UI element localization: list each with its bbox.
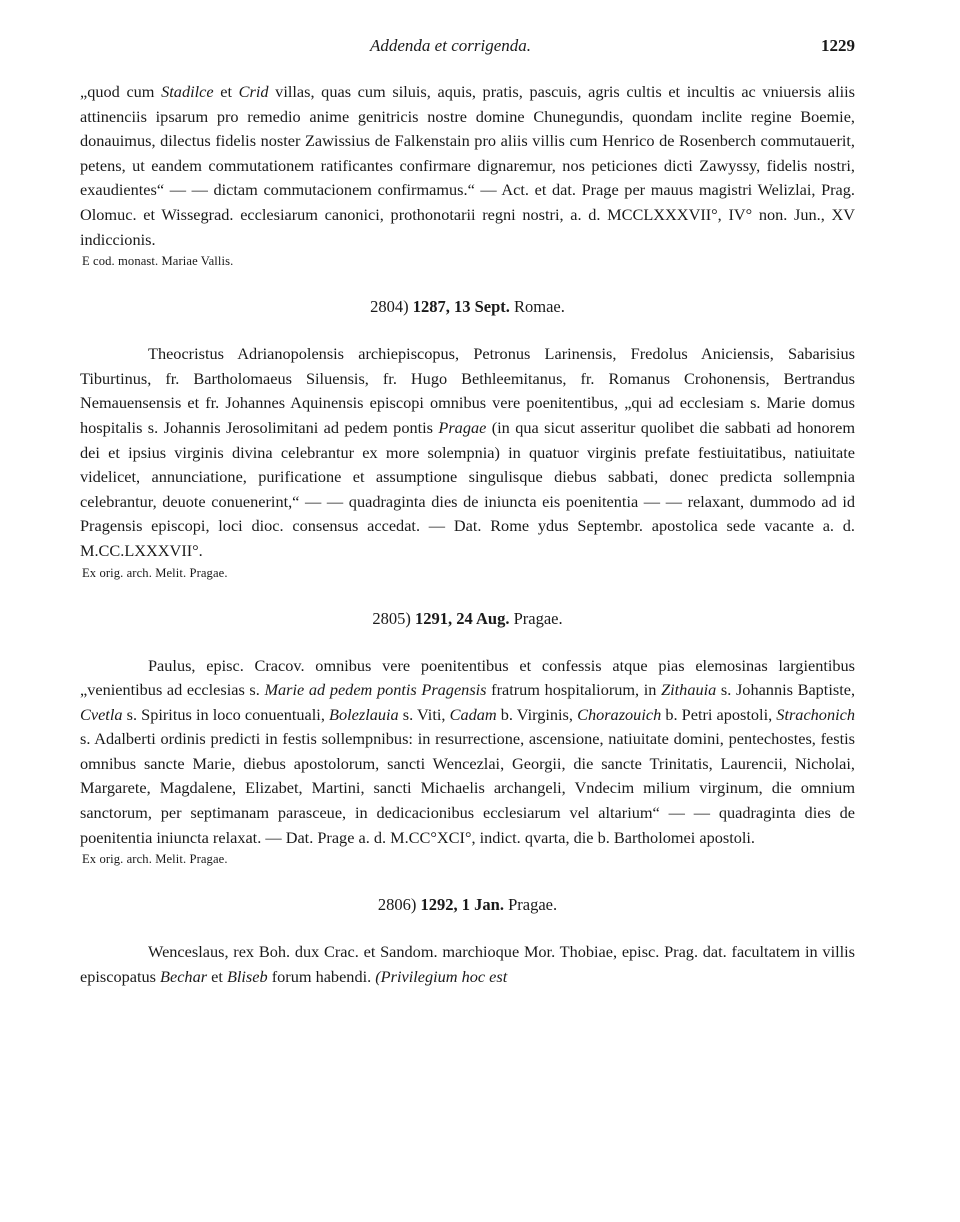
place-name: Strachonich	[776, 704, 855, 724]
place-name: Marie ad pedem pontis Pragensis	[264, 680, 487, 700]
place-name: Bolezlauia	[329, 704, 399, 724]
place-name: Chorazouich	[577, 704, 662, 724]
page-content	[80, 80, 855, 989]
source-note-2805: Ex orig. arch. Melit. Pragae.	[82, 852, 228, 867]
charter-date: 1287, 13 Sept.	[412, 297, 510, 317]
charter-number: 2804)	[370, 297, 409, 317]
charter-date: 1292, 1 Jan.	[420, 895, 504, 915]
charter-heading-2804	[80, 296, 855, 318]
page-number: 1229	[821, 36, 855, 55]
charter-number: 2806)	[377, 895, 417, 915]
charter-heading-2806	[80, 894, 855, 916]
charter-text-2806: Wenceslaus, rex Boh. dux Crac. et Sandom. marchioque Mor. Thobiae, episc. Prag. dat. facultatem in villis episcopatus Bechar et Bliseb forum habendi. (Privilegium hoc est	[80, 942, 855, 986]
charter-heading-2805	[80, 608, 855, 630]
running-head	[80, 36, 855, 62]
charter-place: Pragae.	[508, 895, 558, 915]
place-name: Bliseb	[226, 966, 268, 986]
editorial-note: (Privilegium hoc est	[375, 966, 508, 986]
place-name: Crid	[238, 82, 269, 101]
charter-date: 1291, 24 Aug.	[415, 608, 510, 628]
charter-text-2804: Theocristus Adrianopolensis archiepiscopus, Petronus Larinensis, Fredolus Aniciensis, Sabarisius Tiburtinus, fr. Bartholomaeus Siluensis, fr. Hugo Bethleemitanus, fr. Romanus Crohonensis, Bertrandus Nemauensensis et fr. Johannes Aquinensis episcopi omnibus vere poenitentibus, „qui ad ecclesiam s. Marie domus hospitalis s. Johannis Jerosolimitani ad pedem pontis Pragae (in qua sicut asseritur quolibet die sabbati ad honorem dei et ipsius virginis divina celebrantur ex more solempnia) in quatuor virginis prefate festiuitatibus, natiuitate videlicet, annunciatione, purificatione et assumptione singulisque diebus sabbati, donec predicta sollempnia celebrantur, deuote conuenerint,“ — — quadraginta dies de iniuncta eis poenitentia — — relaxant, dummodo ad id Pragensis episcopi, loci dioc. consensus accedat. — Dat. Rome ydus Septembr. apostolica sede vacante a. d. M.CC.LXXXVII°.	[80, 344, 855, 560]
place-name: Stadilce	[161, 82, 214, 101]
source-note-2803: E cod. monast. Mariae Vallis.	[82, 254, 234, 269]
source-note-2804: Ex orig. arch. Melit. Pragae.	[82, 565, 228, 580]
place-name: Pragae	[438, 417, 487, 437]
place-name: Bechar	[160, 966, 208, 986]
charter-place: Romae.	[514, 297, 565, 317]
place-name: Zithauia	[661, 680, 717, 700]
place-name: Cvetla	[80, 704, 123, 724]
charter-place: Pragae.	[513, 608, 563, 628]
place-name: Cadam	[449, 704, 497, 724]
charter-text-2805: Paulus, episc. Cracov. omnibus vere poenitentibus et confessis atque pias elemosinas largientibus „venientibus ad ecclesias s. Marie ad pedem pontis Pragensis fratrum hospitaliorum, in Zithauia s. Johannis Baptiste, Cvetla s. Spiritus in loco conuentuali, Bolezlauia s. Viti, Cadam b. Virginis, Chorazouich b. Petri apostoli, Strachonich s. Adalberti ordinis predicti in festis sollempnibus: in resurrectione, ascensione, natiuitate domini, pentechostes, festis omnibus sancte Marie, diebus apostolorum, sancti Wencezlai, Georgii, die sancte Trinitatis, Laurencii, Nicholai, Margarete, Magdalene, Elizabet, Martini, sancti Michaelis archangeli, Vndecim milium virginum, die omnium sanctorum, per septimanam parasceue, in dedicacionibus ecclesiarum vel altarium“ — — quadraginta dies de poenitentia iniuncta relaxat. — Dat. Prage a. d. M.CC°XCI°, indict. qvarta, die b. Bartholomei apostoli.	[80, 655, 856, 847]
charter-number: 2805)	[372, 608, 411, 628]
charter-text-2803: „quod cum Stadilce et Crid villas, quas cum siluis, aquis, pratis, pascuis, agris cultis et incultis ac vniuersis aliis attinenciis ipsarum pro remedio anime genitricis nostre domine Chunegundis, quondam inclite regine Boemie, donauimus, dilectus fidelis noster Zawissius de Falkenstain pro aliis villis cum Henrico de Rosenberch commutauerit, petens, ut eandem commutationem ratificantes confirmare dignaremur, nos peticiones dicti Zawyssy, fidelis nostri, exaudientes“ — — dictam commutacionem confirmamus.“ — Act. et dat. Prage per mauus magistri Welizlai, Prag. Olomuc. et Wissegrad. ecclesiarum canonici, prothonotarii regni nostri, a. d. MCCLXXXVII°, IV° non. Jun., XV indiccionis.	[80, 82, 856, 249]
running-title: Addenda et corrigenda.	[370, 36, 531, 55]
